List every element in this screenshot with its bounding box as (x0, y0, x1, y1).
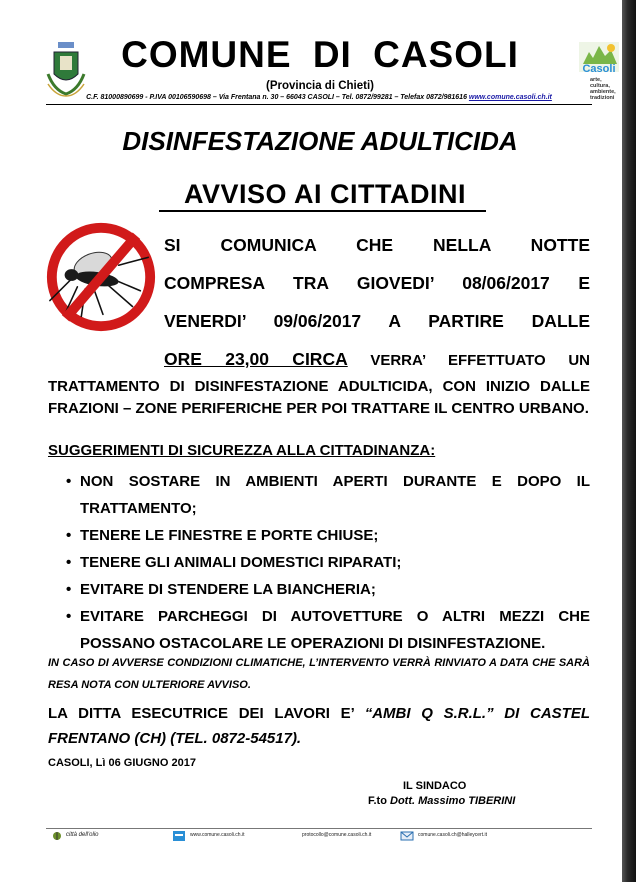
weather-note: IN CASO DI AVVERSE CONDIZIONI CLIMATICHE, L’INTERVENTO VERRÀ RINVIATO A DATA CHE SARÀ RESA NOTA CON ULTERIORE AVVISO. (48, 657, 590, 691)
brand-tagline-1: arte, cultura, (590, 77, 610, 89)
contractor-prefix: LA DITTA ESECUTRICE DEI LAVORI E’ (48, 705, 365, 722)
announcement-line-2: COMPRESA TRA GIOVEDI’ 08/06/2017 E (164, 273, 590, 293)
contractor-company: “AMBI Q S.R.L.” DI CASTEL FRENTANO (CH) (TEL. 0872-54517). (48, 705, 590, 747)
tip-text: EVITARE DI STENDERE LA BIANCHERIA; (80, 581, 376, 598)
bullet-icon: • (66, 581, 72, 598)
page-edge-shadow (622, 0, 636, 882)
notice-title-underline (159, 210, 486, 212)
brand-tagline-2: ambiente, tradizioni (590, 89, 616, 101)
footer-city-label: città dell'olio (66, 832, 99, 838)
bullet-icon: • (66, 527, 72, 544)
footer-email-link[interactable]: protocollo@comune.casoli.ch.it (302, 832, 372, 838)
header-contacts (66, 94, 572, 101)
tip-text: NON SOSTARE IN AMBIENTI APERTI DURANTE E DOPO IL TRATTAMENTO; (80, 473, 590, 517)
tips-title: SUGGERIMENTI DI SICUREZZA ALLA CITTADINANZA: (48, 442, 436, 459)
tip-item (48, 468, 590, 522)
date-line: CASOLI, Lì 06 GIUGNO 2017 (48, 757, 196, 769)
announcement-time: ORE 23,00 CIRCA (164, 349, 348, 369)
tip-item (48, 603, 590, 657)
bullet-icon: • (66, 473, 72, 490)
mayor-signature (368, 795, 515, 807)
announcement-continuation: TRATTAMENTO DI DISINFESTAZIONE ADULTICIDA, CON INIZIO DALLE FRAZIONI – ZONE PERIFERICHE PER POI TRATTARE IL CENTRO URBANO. (48, 378, 590, 417)
mayor-title: IL SINDACO (403, 780, 467, 792)
province-subtitle: (Provincia di Chieti) (266, 80, 374, 92)
tip-text: TENERE LE FINESTRE E PORTE CHIUSE; (80, 527, 379, 544)
bullet-icon: • (66, 608, 72, 625)
announcement-line-1: SI COMUNICA CHE NELLA NOTTE (164, 235, 590, 255)
mayor-name: Dott. Massimo TIBERINI (390, 795, 516, 807)
tip-text: EVITARE PARCHEGGI DI AUTOVETTURE O ALTRI MEZZI CHE POSSANO OSTACOLARE LE OPERAZIONI DI DISINFESTAZIONE. (80, 608, 590, 652)
footer (46, 832, 592, 850)
olive-city-icon (50, 830, 64, 842)
announcement-line-3: VENERDI’ 09/06/2017 A PARTIRE DALLE (164, 311, 590, 331)
contractor-info (48, 701, 590, 751)
announcement-line-4-rest: VERRA’ EFFETTUATO UN (347, 352, 590, 369)
contact-details: C.F. 81000890699 - P.IVA 00106590698 – Via Frentana n. 30 – 66043 CASOLI – Tel. 0872/99281 – Telefax 0872/981616 (86, 94, 469, 101)
notice-title: AVVISO AI CITTADINI (183, 179, 466, 209)
web-icon (172, 830, 186, 842)
bullet-icon: • (66, 554, 72, 571)
brand-tagline (590, 77, 622, 101)
tip-text: TENERE GLI ANIMALI DOMESTICI RIPARATI; (80, 554, 402, 571)
page-title: COMUNE DI CASOLI (121, 34, 519, 75)
brand-logo-name: Casoli (582, 63, 616, 75)
footer-divider (46, 828, 592, 829)
mail-icon (400, 830, 414, 842)
announcement-paragraph (48, 228, 590, 420)
signature-prefix: F.to (368, 795, 390, 807)
tip-item (48, 522, 590, 549)
header-divider (46, 104, 592, 105)
main-heading: DISINFESTAZIONE ADULTICIDA (122, 126, 518, 156)
tip-item (48, 576, 590, 603)
tips-list (48, 468, 590, 657)
header-website-link[interactable]: www.comune.casoli.ch.it (468, 94, 552, 101)
footer-pec-link[interactable]: comune.casoli.ch@halleycert.it (418, 832, 487, 838)
tip-item (48, 549, 590, 576)
image-spacer (48, 228, 164, 376)
footer-website-link[interactable]: www.comune.casoli.ch.it (190, 832, 245, 838)
